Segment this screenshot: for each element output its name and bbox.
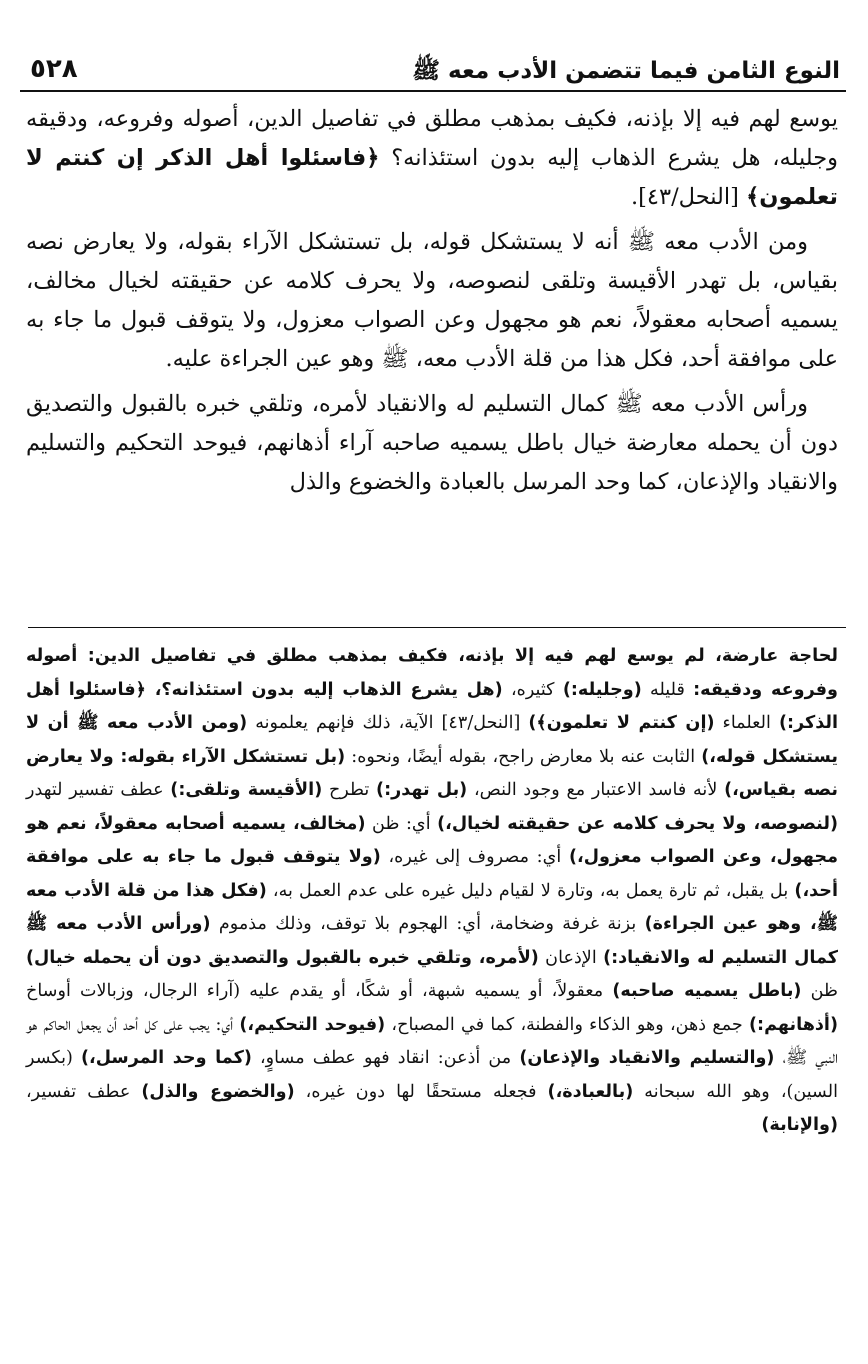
commentary-bold-segment: (بل تهدر:): [376, 780, 468, 800]
main-paragraph-2: ومن الأدب معه ﷺ أنه لا يستشكل قوله، بل تستشكل الآراء بقوله، ولا يعارض نصه بقياس، بل تهدر الأقيسة وتلقى لنصوصه، ولا يحرف كلامه عن حقيقته لخيال مخالف، يسميه أصحابه معقولاً، نعم هو مجهول وعن الصواب معزول، ولا يتوقف قبول ما جاء به على موافقة أحد، فكل هذا من قلة الأدب معه، ﷺ وهو عين الجراءة عليه.: [26, 229, 838, 372]
commentary-plain-segment: جمع ذهن، وهو الذكاء والفطنة، كما في المصباح،: [385, 1014, 749, 1035]
commentary-plain-segment: أي: يجب على كل أحد أن يجعل الحاكم هو النبي ﷺ،: [26, 1014, 838, 1068]
running-header: [20, 30, 846, 92]
commentary-bold-segment: (ورأس الأدب معه ﷺ كمال التسليم له والانقياد:): [26, 914, 838, 968]
commentary-footnotes: [26, 640, 838, 1143]
commentary-bold-segment: (هل يشرع الذهاب إليه بدون استئذانه؟، ﴿فاسئلوا أهل الذكر:): [26, 679, 838, 733]
commentary-plain-segment: كثيره،: [502, 679, 563, 700]
commentary-plain-segment: بزنة غرفة وضخامة، أي: الهجوم بلا توقف، وذلك مذموم: [210, 914, 645, 934]
commentary-bold-segment: (وجليله:): [562, 679, 642, 700]
quran-reference: [النحل/٤٣].: [630, 184, 747, 210]
commentary-plain-segment: ظن: [801, 981, 838, 1001]
commentary-plain-segment: الثابت عنه بلا معارض راجح، بقوله أيضًا، ونحوه:: [345, 746, 702, 767]
commentary-plain-segment: معقولاً، أو يسميه شبهة، أو شكًا، أو يقدم عليه (آراء الرجال، وزبالات أوساخ: [26, 981, 613, 1001]
commentary-plain-segment: لأنه فاسد الاعتبار مع وجود النص،: [467, 780, 725, 800]
commentary-bold-segment: لحاجة عارضة، لم يوسع لهم فيه إلا بإذنه، فكيف بمذهب مطلق في تفاصيل الدين: أصوله وفروعه ودقيقه:: [26, 646, 838, 700]
commentary-plain-segment: العلماء: [714, 713, 779, 733]
commentary-plain-segment: (بكسر السين)، وهو الله سبحانه: [26, 1048, 839, 1102]
page-number: ٥٢٨: [30, 54, 78, 85]
commentary-plain-segment: الإذعان: [538, 947, 604, 968]
commentary-plain-segment: تطرح: [322, 780, 377, 800]
commentary-bold-segment: (والخضوع والذل): [141, 1081, 295, 1102]
commentary-bold-segment: (الأقيسة وتلقى:): [170, 780, 323, 800]
commentary-bold-segment: (لأمره، وتلقي خبره بالقبول والتصديق دون أن يحمله خيال): [26, 947, 539, 968]
commentary-plain-segment: من أذعن: انقاد فهو عطف مساوٍ،: [251, 1048, 520, 1068]
main-text: [20, 92, 846, 502]
commentary-bold-segment: (مخالف، يسميه أصحابه معقولاً، نعم هو مجهول، وعن الصواب معزول،): [26, 813, 838, 867]
commentary-plain-segment: عطف تفسير،: [26, 1081, 142, 1102]
main-paragraph-3: ورأس الأدب معه ﷺ كمال التسليم له والانقياد لأمره، وتلقي خبره بالقبول والتصديق دون أن يحمله معارضة خيال باطل يسميه صاحبه آراء أذهانهم، فيوحد التحكيم والتسليم والانقياد والإذعان، كما وحد المرسل بالعبادة والخضوع والذل: [26, 391, 838, 495]
commentary-bold-segment: (باطل يسميه صاحبه): [612, 981, 802, 1001]
commentary-bold-segment: (إن كنتم لا تعلمون﴾): [528, 713, 715, 733]
footnote-divider: [28, 627, 846, 628]
commentary-bold-segment: (فيوحد التحكيم،): [239, 1014, 386, 1035]
main-paragraph-1: [26, 100, 838, 217]
commentary-plain-segment: فجعله مستحقًا لها دون غيره،: [294, 1081, 548, 1102]
commentary-bold-segment: (ولا يتوقف قبول ما جاء به على موافقة أحد،): [26, 847, 839, 901]
commentary-bold-segment: (أذهانهم:): [749, 1014, 838, 1035]
commentary-bold-segment: (لنصوصه، ولا يحرف كلامه عن حقيقته لخيال،): [437, 813, 838, 834]
commentary-plain-segment: قليله: [641, 679, 694, 700]
commentary-bold-segment: (ومن الأدب معه ﷺ أن لا يستشكل قوله،): [26, 713, 838, 767]
quran-quote: ﴿فاسئلوا أهل الذكر إن كنتم لا تعلمون﴾: [26, 145, 838, 210]
commentary-bold-segment: (والإنابة): [761, 1115, 838, 1135]
commentary-paragraph: [26, 640, 838, 1143]
commentary-bold-segment: (بالعبادة،): [547, 1081, 634, 1102]
commentary-plain-segment: بل يقبل، ثم تارة يعمل به، وتارة لا لقيام دليل غيره على عدم العمل به،: [266, 880, 795, 901]
book-page: [20, 30, 846, 1354]
commentary-bold-segment: (فكل هذا من قلة الأدب معه ﷺ، وهو عين الجراءة): [26, 880, 838, 934]
commentary-plain-segment: عطف تفسير لتهدر: [26, 780, 171, 800]
commentary-plain-segment: [النحل/٤٣] الآية، ذلك فإنهم يعلمونه: [247, 713, 529, 733]
commentary-plain-segment: أي: مصروف إلى غيره،: [380, 847, 569, 867]
commentary-bold-segment: (والتسليم والانقياد والإذعان): [519, 1048, 775, 1068]
main-paragraph-1-text: يوسع لهم فيه إلا بإذنه، فكيف بمذهب مطلق في تفاصيل الدين، أصوله وفروعه، ودقيقه وجليله، هل يشرع الذهاب إليه بدون استئذانه؟: [26, 106, 838, 171]
running-title: النوع الثامن فيما تتضمن الأدب معه ﷺ: [412, 57, 840, 84]
commentary-plain-segment: أي: ظن: [365, 813, 438, 834]
commentary-bold-segment: (بل تستشكل الآراء بقوله: ولا يعارض نصه بقياس،): [26, 746, 838, 800]
commentary-bold-segment: (كما وحد المرسل،): [81, 1048, 252, 1068]
